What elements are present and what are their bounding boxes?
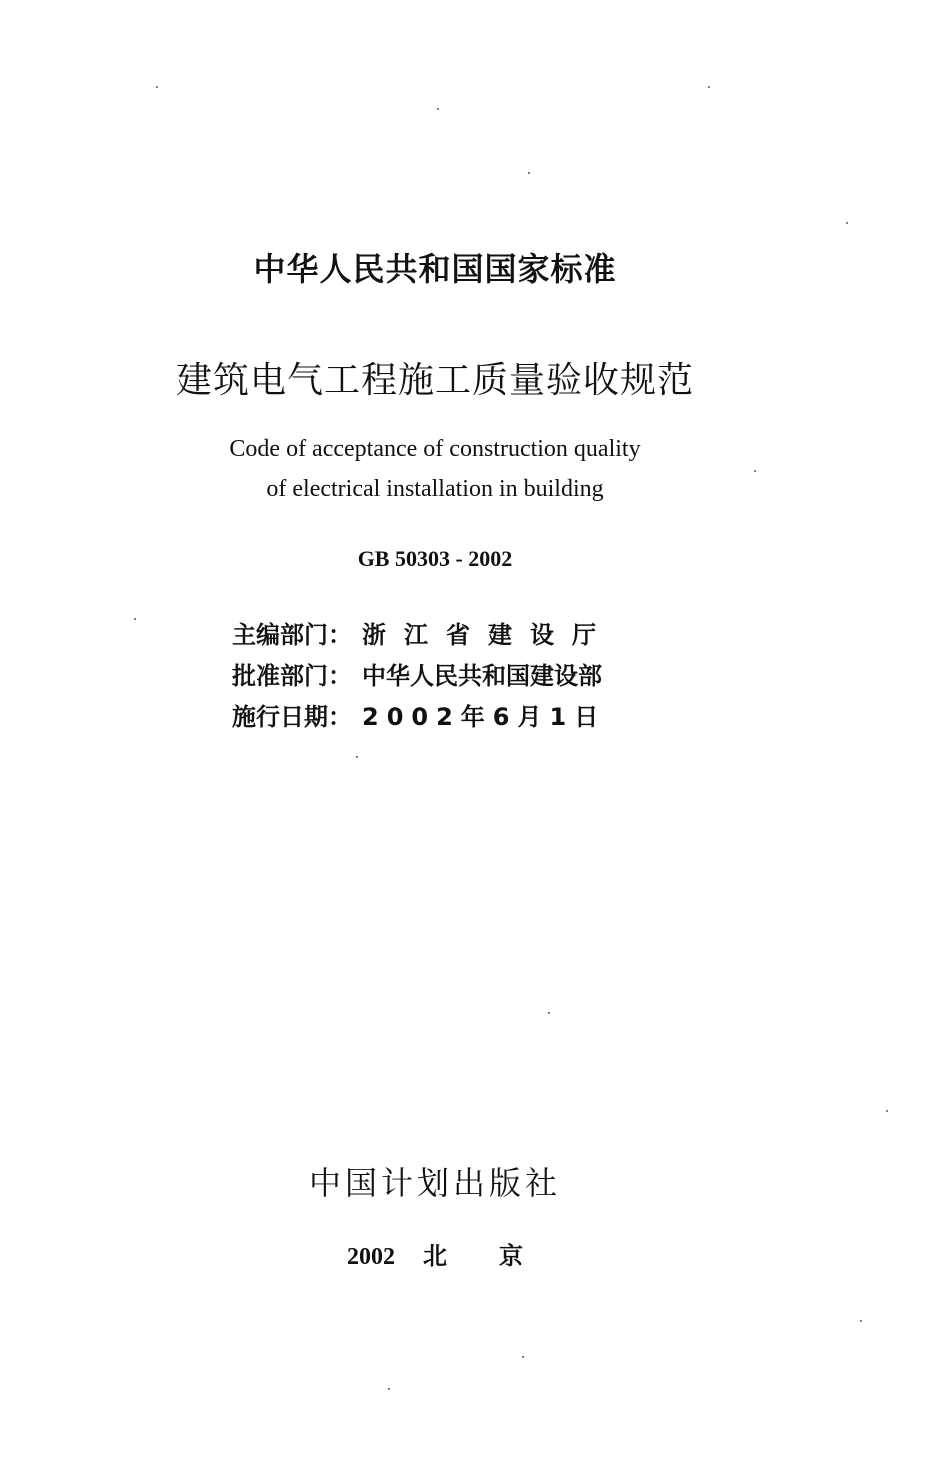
scan-speck	[134, 618, 136, 620]
editor-label: 主编部门：	[232, 621, 352, 649]
publication-year-and-city	[0, 1236, 870, 1271]
scan-speck	[548, 1012, 550, 1014]
national-standard-heading: 中华人民共和国国家标准	[253, 250, 617, 288]
effective-date-row	[232, 694, 652, 735]
scan-speck	[388, 1388, 390, 1390]
document-title-english-line-2: of electrical installation in building	[266, 476, 604, 502]
publisher-name: 中国计划出版社	[308, 1164, 561, 1202]
editor-value: 浙江省建设厅	[362, 621, 614, 649]
scan-speck	[886, 1110, 888, 1112]
approver-label: 批准部门：	[232, 662, 352, 690]
effective-date-value: 2002年6月1日	[362, 703, 607, 731]
publication-city-char-1: 北	[423, 1244, 447, 1270]
publication-city-char-2: 京	[499, 1244, 523, 1270]
scan-speck	[860, 1320, 862, 1322]
scan-speck	[522, 1356, 524, 1358]
approver-row	[232, 653, 652, 694]
publication-meta	[232, 612, 652, 735]
effective-date-label: 施行日期：	[232, 703, 352, 731]
scan-speck	[156, 86, 158, 88]
publication-year: 2002	[347, 1244, 395, 1270]
standard-code: GB 50303 - 2002	[357, 546, 513, 571]
approver-value: 中华人民共和国建设部	[362, 662, 602, 690]
scan-speck	[356, 756, 358, 758]
document-title-chinese: 建筑电气工程施工质量验收规范	[175, 360, 694, 401]
scan-speck	[437, 108, 439, 110]
editor-row	[232, 612, 652, 653]
document-title-english-line-1: Code of acceptance of construction quality	[229, 436, 641, 462]
scan-speck	[528, 172, 530, 174]
scan-speck	[846, 222, 848, 224]
scan-speck	[708, 86, 710, 88]
scan-speck	[754, 470, 756, 472]
